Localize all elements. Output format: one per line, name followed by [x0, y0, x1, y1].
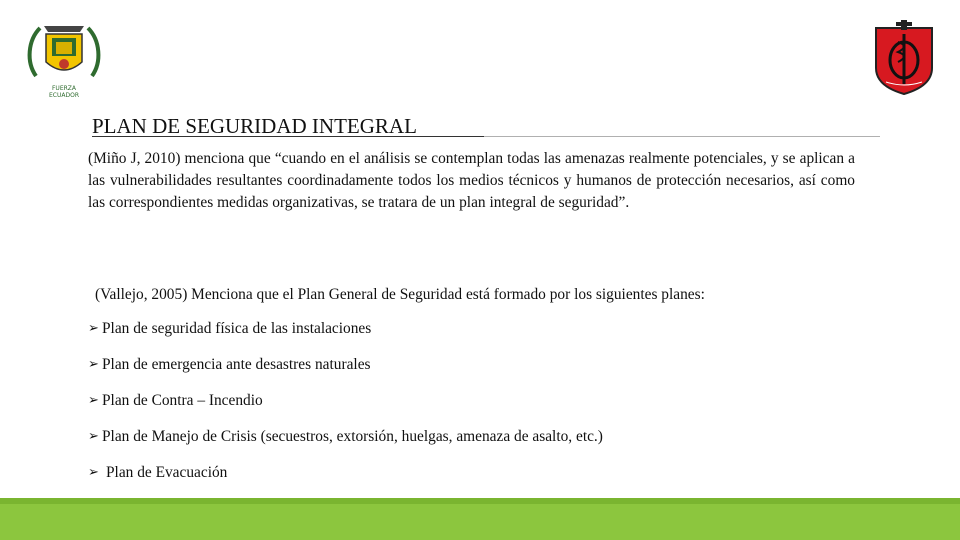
arrow-bullet-icon: ➢ — [88, 321, 99, 336]
svg-text:ECUADOR: ECUADOR — [49, 92, 79, 99]
plans-list — [88, 318, 603, 498]
title-underline — [92, 136, 484, 137]
list-item — [88, 318, 603, 354]
intro-paragraph: (Miño J, 2010) menciona que “cuando en el análisis se contemplan todas las amenazas realmente potenciales, y se aplican a las vulnerabilidades resultantes coordinadamente todos los medios técnicos y humanos de protección necesarios, así como las correspondientes medidas organizativas, se tratara de un plan integral de seguridad”. — [88, 150, 855, 211]
arrow-bullet-icon: ➢ — [88, 465, 99, 480]
list-item-label: Plan de Contra – Incendio — [102, 392, 263, 409]
arrow-bullet-icon: ➢ — [88, 429, 99, 444]
list-item — [88, 390, 603, 426]
arrow-bullet-icon: ➢ — [88, 393, 99, 408]
shield-emblem-logo — [868, 16, 940, 98]
list-item — [88, 462, 603, 498]
plans-intro-paragraph: (Vallejo, 2005) Menciona que el Plan General de Seguridad está formado por los siguientes planes: — [95, 286, 705, 303]
svg-text:FUERZA: FUERZA — [51, 85, 77, 92]
list-item — [88, 426, 603, 462]
slide-title: PLAN DE SEGURIDAD INTEGRAL — [92, 114, 417, 138]
list-item-label: Plan de emergencia ante desastres naturales — [102, 356, 371, 373]
army-emblem-logo — [24, 18, 104, 100]
footer-bar — [0, 498, 960, 540]
list-item-label: Plan de seguridad física de las instalaciones — [102, 320, 372, 337]
footer-accent-line — [0, 498, 960, 504]
arrow-bullet-icon: ➢ — [88, 357, 99, 372]
list-item-label: Plan de Evacuación — [106, 464, 228, 481]
list-item-label: Plan de Manejo de Crisis (secuestros, extorsión, huelgas, amenaza de asalto, etc.) — [102, 428, 603, 445]
list-item — [88, 354, 603, 390]
